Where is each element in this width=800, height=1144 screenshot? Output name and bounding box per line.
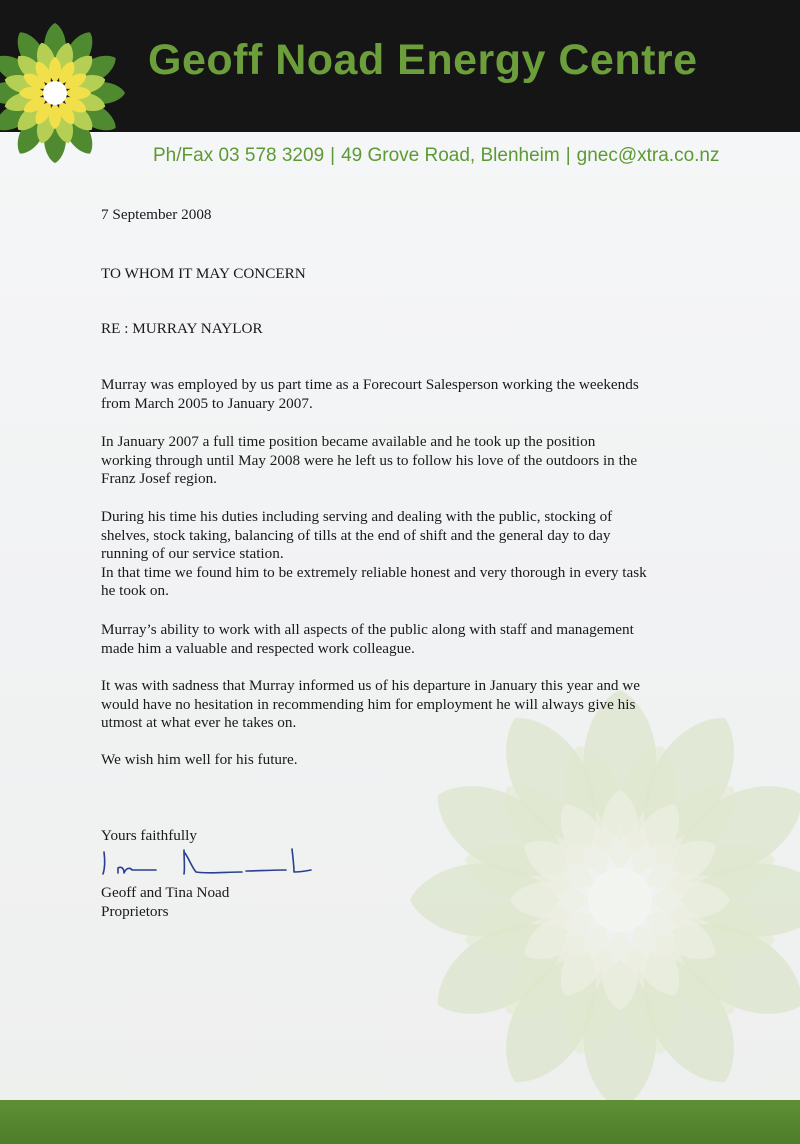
handwritten-signature-icon: [96, 846, 316, 882]
paragraph: [101, 376, 639, 413]
paragraph: [101, 433, 637, 489]
contact-separator: |: [330, 145, 336, 166]
paragraph-line: from March 2005 to January 2007.: [101, 394, 313, 412]
letter-date: 7 September 2008: [101, 206, 212, 223]
paragraph-line: In that time we found him to be extremely reliable honest and very thorough in every task: [101, 563, 647, 581]
paragraph-line: In January 2007 a full time position became available and he took up the position: [101, 433, 596, 450]
company-name: Geoff Noad Energy Centre: [148, 36, 698, 84]
paragraph: [101, 751, 298, 770]
paragraph-line: Murray’s ability to work with all aspects of the public along with staff and management: [101, 621, 634, 638]
paragraph-line: During his time his duties including serving and dealing with the public, stocking of: [101, 508, 613, 525]
paragraph: [101, 508, 647, 601]
paragraph-line: We wish him well for his future.: [101, 751, 298, 768]
phone-fax: Ph/Fax 03 578 3209: [153, 145, 325, 166]
paragraph-line: running of our service station.: [101, 545, 284, 562]
signer-block: [101, 883, 229, 921]
paragraph-line: made him a valuable and respected work colleague.: [101, 639, 415, 657]
paragraph-line: utmost at what ever he takes on.: [101, 714, 297, 731]
closing: Yours faithfully: [101, 827, 197, 844]
email: gnec@xtra.co.nz: [576, 145, 720, 166]
paragraph-line: Murray was employed by us part time as a Forecourt Salesperson working the weekends: [101, 376, 639, 393]
contact-line: [153, 145, 720, 167]
paragraph-line: Franz Josef region.: [101, 470, 217, 487]
paragraph-line: he took on.: [101, 582, 169, 599]
paragraph-line: working through until May 2008 were he left us to follow his love of the outdoors in the: [101, 451, 638, 469]
paragraph-line: would have no hesitation in recommending him for employment he will always give his: [101, 695, 636, 713]
paragraph-line: It was with sadness that Murray informed us of his departure in January this year and we: [101, 677, 641, 694]
contact-separator: |: [565, 145, 571, 166]
paragraph-line: shelves, stock taking, balancing of tills at the end of shift and the general day to day: [101, 526, 611, 544]
signer-names: Geoff and Tina Noad: [101, 884, 230, 901]
sunburst-flower-watermark-icon: [360, 690, 800, 1110]
footer-band: [0, 1100, 800, 1144]
paragraph: [101, 677, 640, 733]
signer-title: Proprietors: [101, 903, 169, 920]
address: 49 Grove Road, Blenheim: [341, 145, 560, 166]
paragraph: [101, 621, 634, 658]
sunburst-flower-logo-icon: [0, 18, 130, 168]
subject-line: RE : MURRAY NAYLOR: [101, 320, 263, 337]
salutation: TO WHOM IT MAY CONCERN: [101, 265, 306, 282]
